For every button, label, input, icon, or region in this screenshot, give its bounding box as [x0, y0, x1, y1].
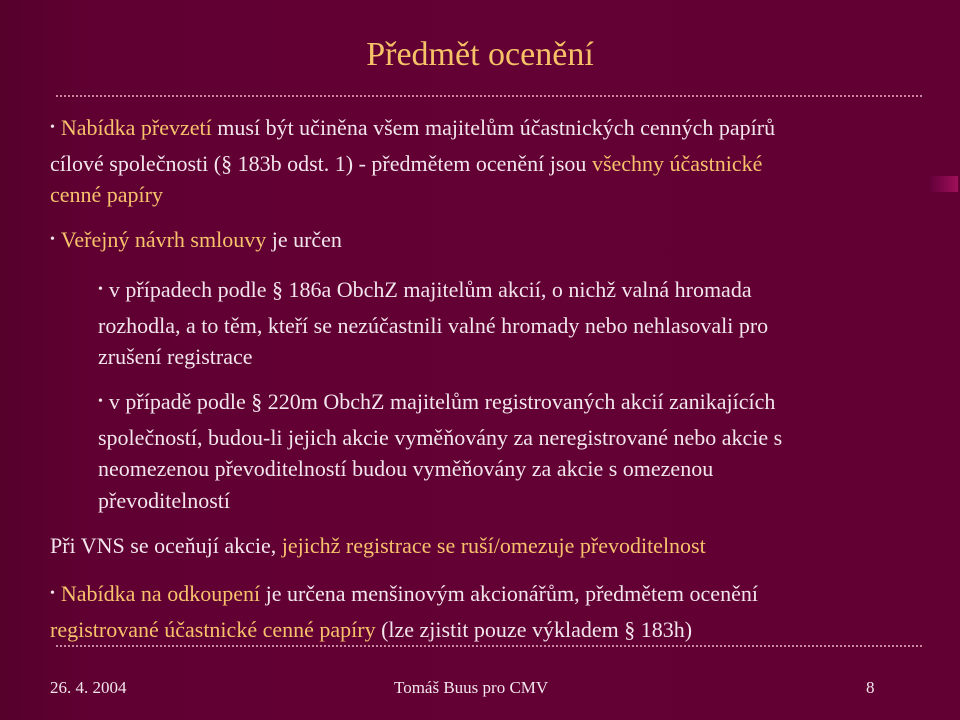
- top-divider: [56, 95, 922, 97]
- text-line: [98, 310, 768, 342]
- text-segment: musí být učiněna všem majitelům účastnických cenných papírů: [211, 115, 776, 140]
- text-line: [98, 274, 768, 310]
- text-segment: (lze zjistit pouze výkladem § 183h): [375, 616, 693, 642]
- text-line: [50, 112, 775, 148]
- highlighted-text: Veřejný návrh smlouvy: [60, 227, 267, 252]
- text-line: [50, 530, 706, 562]
- paragraph-186a: [98, 274, 768, 373]
- paragraph-220m: [98, 386, 782, 516]
- text-line: [50, 578, 758, 614]
- text-line: [98, 485, 782, 517]
- bottom-divider: [56, 645, 922, 647]
- paragraph-buyout-offer: [50, 578, 758, 645]
- footer-date: 26. 4. 2004: [50, 678, 127, 697]
- highlighted-text: Nabídka převzetí: [60, 115, 212, 140]
- text-line: [50, 224, 342, 260]
- text-line: [50, 614, 758, 646]
- text-line: [50, 179, 775, 211]
- text-segment: je určena menšinovým akcionářům, předmětem ocenění: [260, 581, 758, 606]
- bullet-icon: •: [50, 586, 55, 601]
- text-line: [98, 422, 782, 454]
- paragraph-public-proposal: [50, 224, 342, 260]
- text-segment: v případě podle § 220m ObchZ majitelům registrovaných akcií zanikajících: [108, 389, 776, 414]
- decorative-accent: [930, 176, 958, 192]
- highlighted-text: cenné papíry: [50, 182, 163, 207]
- slide-title: Předmět ocenění: [366, 36, 594, 73]
- text-segment: je určen: [266, 227, 342, 252]
- highlighted-text: všechny účastnické: [591, 150, 763, 176]
- bullet-icon: •: [50, 120, 55, 135]
- text-line: [98, 386, 782, 422]
- highlighted-text: jejichž registrace se ruší/omezuje převoditelnost: [281, 533, 706, 558]
- text-segment: v případech podle § 186a ObchZ majitelům akcií, o nichž valná hromada: [108, 277, 752, 302]
- text-line: [98, 341, 768, 373]
- text-segment: společností, budou-li jejich akcie vyměňovány za neregistrované nebo akcie s: [98, 424, 783, 450]
- text-line: [50, 148, 775, 180]
- text-segment: neomezenou převoditelností budou vyměňovány za akcie s omezenou: [98, 456, 714, 481]
- text-segment: cílové společnosti (§ 183b odst. 1) - předmětem ocenění jsou: [50, 150, 592, 176]
- text-segment: zrušení registrace: [98, 344, 253, 369]
- paragraph-takeover-offer: [50, 112, 775, 211]
- footer-author: Tomáš Buus pro CMV: [394, 678, 549, 697]
- bullet-icon: •: [50, 232, 55, 247]
- footer-page-number: 8: [866, 678, 875, 697]
- highlighted-text: registrované účastnické cenné papíry: [50, 616, 376, 642]
- text-segment: Při VNS se oceňují akcie,: [50, 533, 282, 558]
- bullet-icon: •: [98, 282, 103, 297]
- text-segment: převoditelností: [98, 487, 230, 513]
- text-line: [98, 453, 782, 485]
- highlighted-text: Nabídka na odkoupení: [60, 581, 261, 606]
- paragraph-vns: [50, 530, 706, 562]
- text-segment: rozhodla, a to těm, kteří se nezúčastnili valné hromady nebo nehlasovali pro: [98, 312, 769, 338]
- bullet-icon: •: [98, 394, 103, 409]
